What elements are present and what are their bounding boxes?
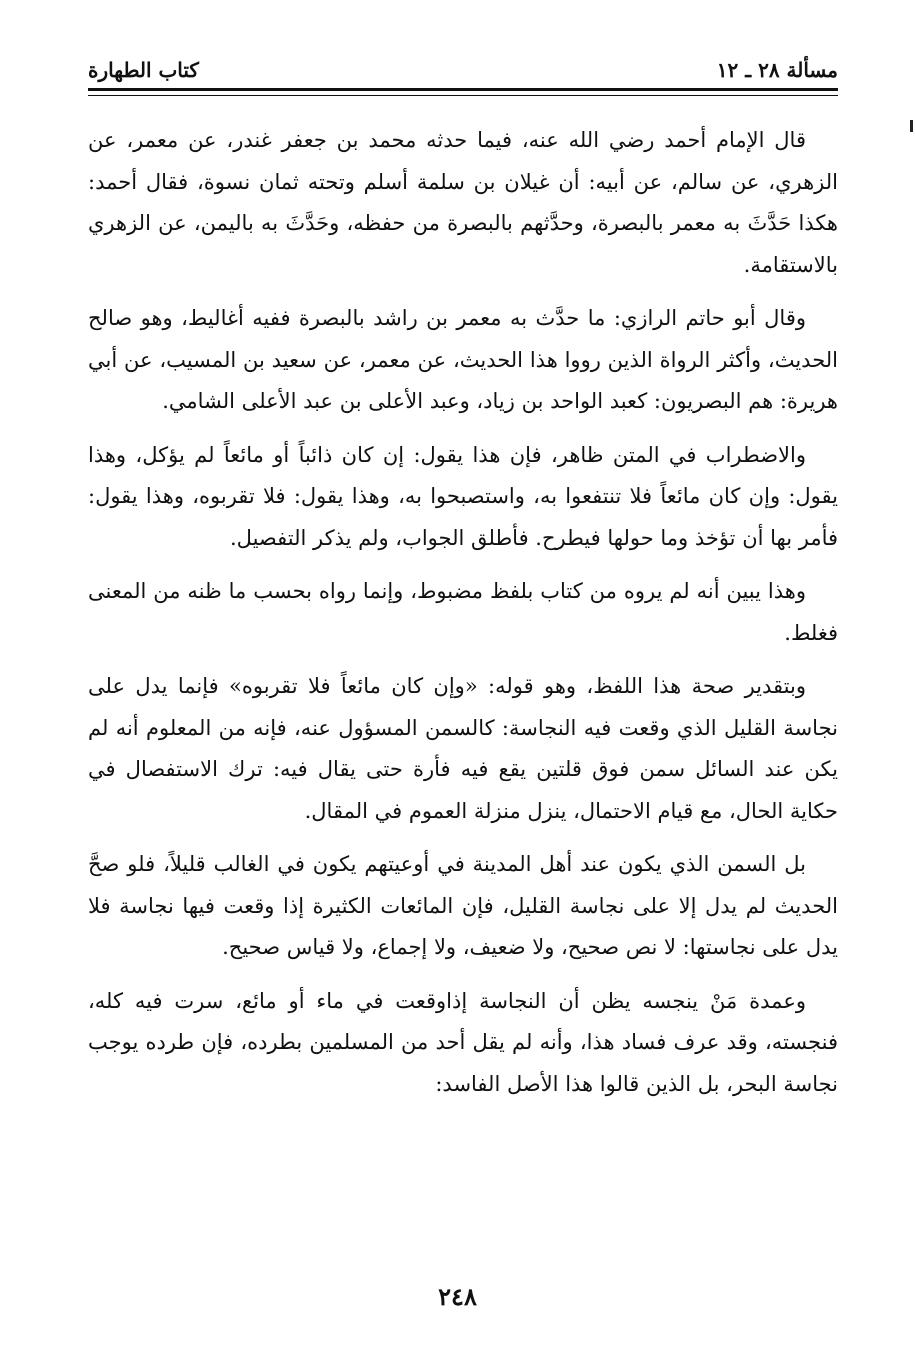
paragraph-3: والاضطراب في المتن ظاهر، فإن هذا يقول: إن كان ذائباً أو مائعاً لم يؤكل، وهذا يقول: وإن كان مائعاً فلا تنتفعوا به، واستصبحوا به، وهذا يقول: فلا تقربوه، وهذا يقول: فأمر بها أن تؤخذ وما حولها فيطرح. فأطلق الجواب، ولم يذكر التفصيل. — [88, 442, 838, 550]
edge-mark — [910, 120, 913, 132]
paragraph-1: قال الإمام أحمد رضي الله عنه، فيما حدثه محمد بن جعفر غندر، عن معمر، عن الزهري، عن سالم، عن أبيه: أن غيلان بن سلمة أسلم وتحته ثمان نسوة، فقال أحمد: هكذا حَدَّثَ به معمر بالبصرة، وحدَّثهم بالبصرة من حفظه، وحَدَّثَ به باليمن، عن الزهري بالاستقامة. — [88, 128, 838, 277]
paragraph-5: وبتقدير صحة هذا اللفظ، وهو قوله: «وإن كان مائعاً فلا تقربوه» فإنما يدل على نجاسة القليل الذي وقعت فيه النجاسة: كالسمن المسؤول عنه، فإنه من المعلوم أنه لم يكن عند السائل سمن فوق قلتين يقع فيه فأرة حتى يقال فيه: ترك الاستفصال في حكاية الحال، مع قيام الاحتمال، ينزل منزلة العموم في المقال. — [88, 674, 838, 823]
running-header — [88, 52, 838, 92]
paragraph-2: وقال أبو حاتم الرازي: ما حدَّث به معمر بن راشد بالبصرة ففيه أغاليط، وهو صالح الحديث، وأكثر الرواة الذين رووا هذا الحديث، عن معمر، عن سعيد بن المسيب، عن أبي هريرة: هم البصريون: كعبد الواحد بن زياد، وعبد الأعلى بن عبد الأعلى الشامي. — [88, 306, 838, 413]
paragraph-6: بل السمن الذي يكون عند أهل المدينة في أوعيتهم يكون في الغالب قليلاً، فلو صحَّ الحديث لم يدل إلا على نجاسة القليل، فإن المائعات الكثيرة إذا وقعت فيها نجاسة فلا يدل على نجاستها: لا نص صحيح، ولا ضعيف، ولا إجماع، ولا قياس صحيح. — [88, 852, 838, 959]
issue-number: مسألة ٢٨ ـ ١٢ — [716, 58, 838, 82]
paragraph-4: وهذا يبين أنه لم يروه من كتاب بلفظ مضبوط، وإنما رواه بحسب ما ظنه من المعنى فغلط. — [88, 579, 838, 645]
body-text — [88, 120, 838, 1117]
header-rule-thin — [88, 95, 838, 96]
page-number: ٢٤٨ — [438, 1282, 477, 1311]
paragraph-7: وعمدة مَنْ ينجسه يظن أن النجاسة إذاوقعت في ماء أو مائع، سرت فيه كله، فنجسته، وقد عرف فساد هذا، وأنه لم يقل أحد من المسلمين بطرده، فإن طرده يوجب نجاسة البحر، بل الذين قالوا هذا الأصل الفاسد: — [88, 988, 838, 1096]
header-rule-thick — [88, 88, 838, 91]
book-title: كتاب الطهارة — [88, 58, 199, 82]
